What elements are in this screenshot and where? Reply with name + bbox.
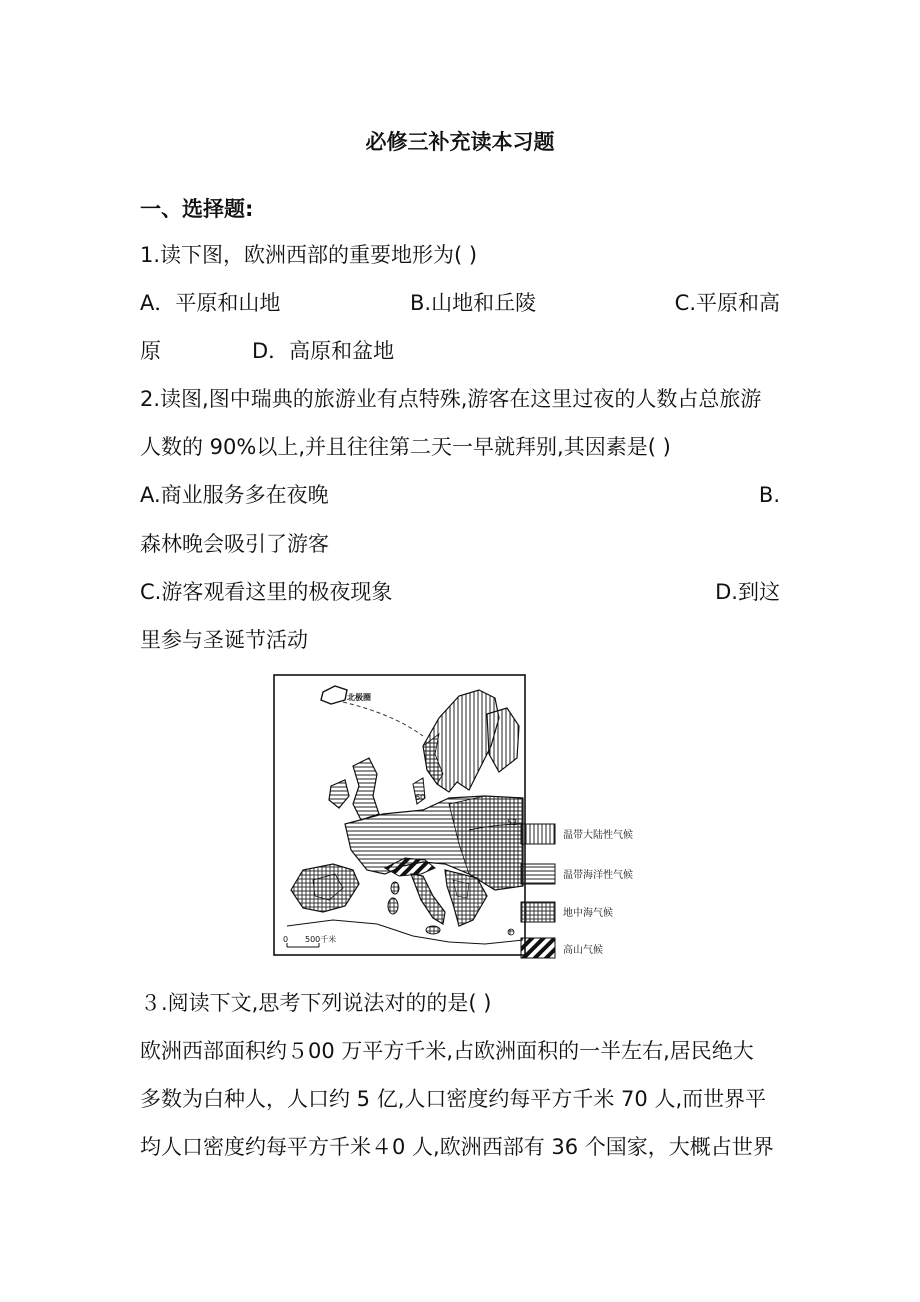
question-2-stem-line-2: 人数的 90%以上,并且往往第二天一早就拜别,其因素是( ) [140,435,671,459]
legend-label-alpine: 高山气候 [563,945,603,956]
page-title: 必修三补充读本习题 [365,130,555,154]
legend-label-continental: 温带大陆性气候 [563,830,633,841]
legend [521,824,633,958]
question-3-passage-line-2: 多数为白种人，人口约 5 亿,人口密度约每平方千米 70 人,而世界平 [140,1087,767,1111]
legend-swatch-alpine [521,938,555,958]
legend-swatch-oceanic [521,864,555,884]
question-3-stem: ３.阅读下文,思考下列说法对的的是( ) [140,991,492,1015]
sicily-shape [426,926,440,934]
legend-swatch-mediterranean [521,902,555,922]
question-1-option-b: B.山地和丘陵 [410,291,537,315]
europe-climate-map [273,674,633,964]
question-2-option-b: B. [758,483,780,507]
legend-label-mediterranean: 地中海气候 [563,908,613,919]
question-2-option-a: A.商业服务多在夜晚 [140,483,329,507]
arctic-circle-label: 北极圈 [347,693,371,702]
question-1-option-a: A．平原和山地 [140,291,281,315]
sardinia-shape [388,898,398,914]
legend-label-oceanic: 温带海洋性气候 [563,870,633,881]
question-2-option-d: D.到这 [715,580,780,604]
question-2-stem-line-1: 2.读图,图中瑞典的旅游业有点特殊,游客在这里过夜的人数占总旅游 [140,387,762,411]
scale-zero: 0 [283,935,289,944]
corsica-shape [391,882,399,894]
question-1-option-d: D．高原和盆地 [252,339,395,363]
question-3-passage-line-1: 欧洲西部面积约５00 万平方千米,占欧洲面积的一半左右,居民绝大 [140,1039,754,1063]
scale-label: 500千米 [305,935,337,944]
question-2-option-b-continued: 森林晚会吸引了游客 [140,532,329,556]
question-1-stem: 1.读下图，欧洲西部的重要地形为( ) [140,243,478,267]
question-2-option-c: C.游客观看这里的极夜现象 [140,580,393,604]
question-1-option-c-continued: 原 [140,339,161,363]
latitude-52-label: 52 [507,818,518,827]
question-1-option-c: C.平原和高 [674,291,780,315]
question-2-option-d-continued: 里参与圣诞节活动 [140,628,308,652]
cyprus-shape [508,929,514,935]
section-heading: 一、选择题: [140,197,254,221]
question-3-passage-line-3: 均人口密度约每平方千米４0 人,欧洲西部有 36 个国家，大概占世界 [140,1135,774,1159]
latitude-60-label: 60 [415,793,426,802]
legend-swatch-continental [521,824,555,844]
